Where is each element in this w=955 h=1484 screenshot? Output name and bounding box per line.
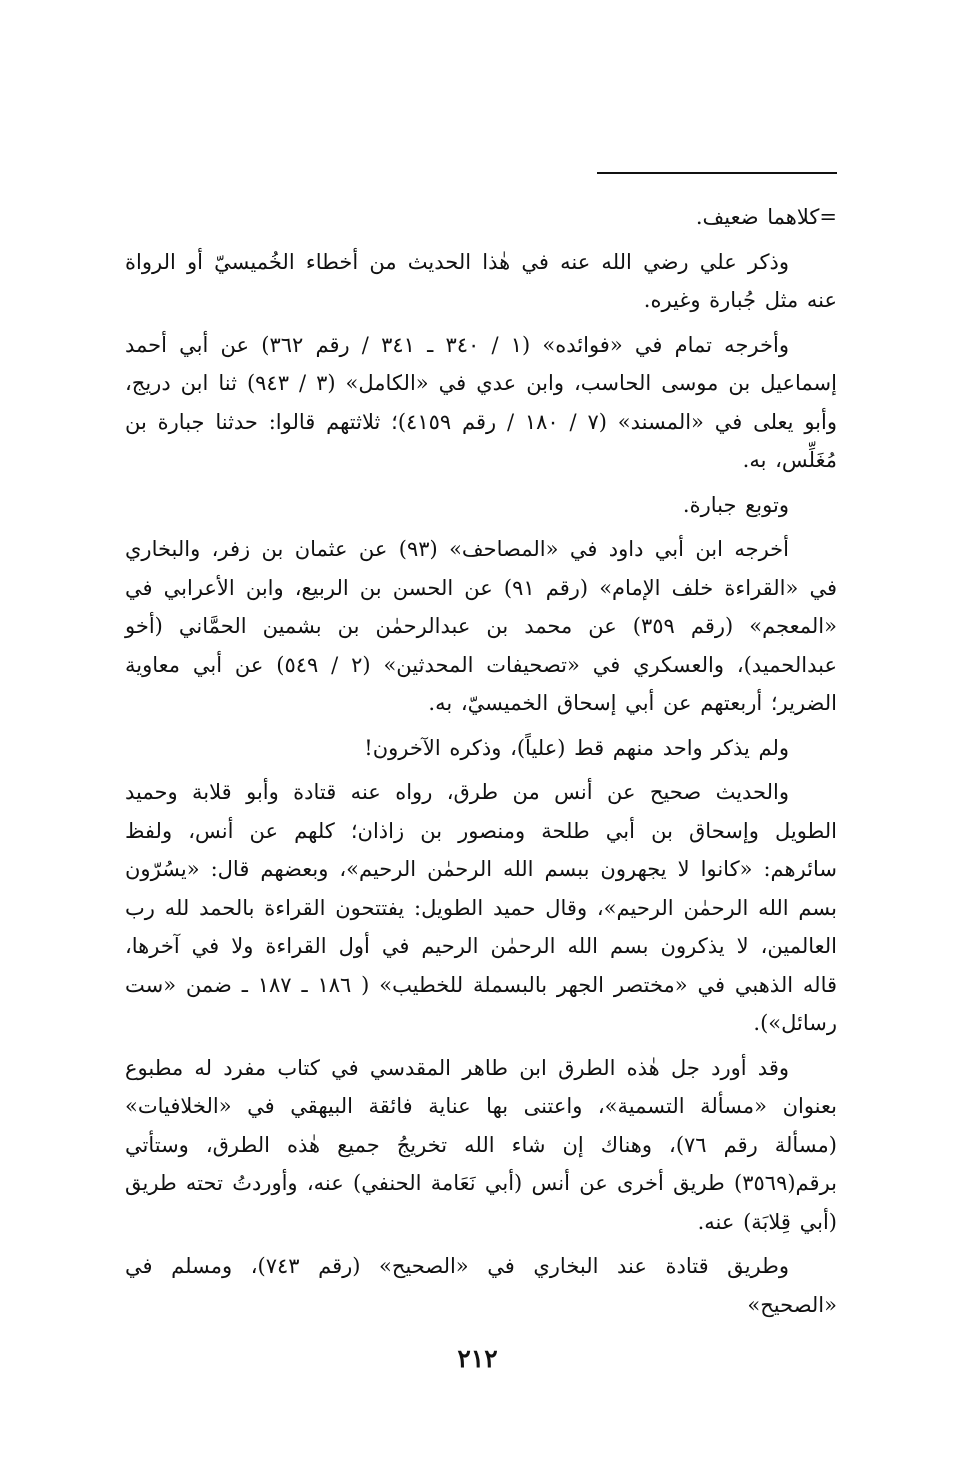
footnote-text-block [125,198,837,1330]
footnote-paragraph-continuation: =كلاهما ضعيف. [695,205,837,229]
footnote-paragraph: وذكر علي رضي الله عنه في هٰذا الحديث من أخطاء الخُميسيّ أو الرواة عنه مثل جُبارة وغيره. [125,249,837,312]
footnote-paragraph: والحديث صحيح عن أنس من طرق، رواه عنه قتادة وأبو قلابة وحميد الطويل وإسحاق بن أبي طلحة ومنصور بن زاذان؛ كلهم عن أنس، ولفظ سائرهم: «كانوا لا يجهرون ببسم الله الرحمٰن الرحيم»، وبعضهم قال: «يسُرّون بسم الله الرحمٰن الرحيم»، وقال حميد الطويل: يفتتحون القراءة بالحمد لله رب العالمين، لا يذكرون بسم الله الرحمٰن الرحيم في أول القراءة ولا في آخرها، قاله الذهبي في «مختصر الجهر بالبسملة للخطيب» ( ١٨٦ ـ ١٨٧ ـ ضمن «ست رسائل»). [125,780,838,1035]
page-number: ٢١٢ [457,1344,498,1373]
footnote-paragraph: وأخرجه تمام في «فوائده» (١ / ٣٤٠ ـ ٣٤١ / رقم ٣٦٢) عن أبي أحمد إسماعيل بن موسى الحاسب، وابن عدي في «الكامل» (٣ / ٩٤٣) ثنا ابن دريج، وأبو يعلى في «المسند» (٧ / ١٨٠ / رقم ٤١٥٩)؛ ثلاثتهم قالوا: حدثنا جبارة بن مُغَلِّس، به. [125,332,837,472]
footnote-paragraph: وتوبع جبارة. [682,492,789,517]
footnote-separator-rule [597,172,837,174]
footnote-paragraph: ولم يذكر واحد منهم قط (علياً)، وذكره الآخرون! [364,735,789,760]
footnote-paragraph: أخرجه ابن أبي داود في «المصاحف» (٩٣) عن عثمان بن زفر، والبخاري في «القراءة خلف الإمام» (رقم ٩١) عن الحسن بن الربيع، وابن الأعرابي في «المعجم» (رقم ٣٥٩) عن محمد بن عبدالرحمٰن بن بشمين الحمَّاني (أخو عبدالحميد)، والعسكري في «تصحيفات المحدثين» (٢ / ٥٤٩) عن أبي معاوية الضرير؛ أربعتهم عن أبي إسحاق الخميسيّ، به. [125,537,837,715]
footnote-paragraph: وطريق قتادة عند البخاري في «الصحيح» (رقم ٧٤٣)، ومسلم في «الصحيح» [125,1254,837,1317]
footnote-paragraph: وقد أورد جل هٰذه الطرق ابن طاهر المقدسي في كتاب مفرد له مطبوع بعنوان «مسألة التسمية»، واعتنى بها عناية فائقة البيهقي في «الخلافيات» (مسألة رقم ٧٦)، وهناك إن شاء الله تخريجُ جميع هٰذه الطرق، وستأتي برقم(٣٥٦٩) طريق أخرى عن أنس (أبي نَعَامة الحنفي) عنه، وأوردتُ تحته طريق (أبي قِلابَة) عنه. [125,1055,837,1234]
